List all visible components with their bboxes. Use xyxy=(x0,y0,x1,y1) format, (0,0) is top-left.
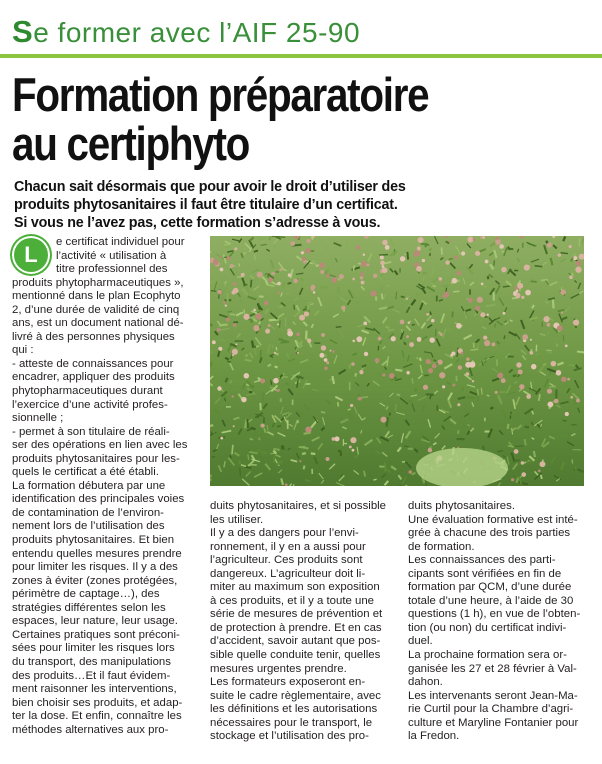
col2-line: Les formateurs exposeront en- xyxy=(210,676,366,689)
col1-line: méthodes alternatives aux pro- xyxy=(12,723,169,736)
col2-line: série de mesures de prévention et xyxy=(210,608,383,621)
intro-line-3: Si vous ne l’avez pas, cette formation s’adresse à vous. xyxy=(14,215,381,231)
col2-line: les définitions et les autorisations xyxy=(210,703,378,716)
col1-line: ment raisonner les interventions, xyxy=(12,683,177,696)
col1-line: entendu quelles mesures prendre xyxy=(12,547,182,560)
col3-line: tion (ou non) du certificat indivi- xyxy=(408,621,567,634)
col3-line: La prochaine formation sera or- xyxy=(408,649,567,662)
col1-line: titre professionnel des xyxy=(56,263,168,276)
col3-line: la Fredon. xyxy=(408,730,460,743)
col3-line: Une évaluation formative est inté- xyxy=(408,513,578,526)
header-rule xyxy=(0,54,602,58)
col3-line: rie Curtil pour la Chambre d’agri- xyxy=(408,703,574,716)
col1-line: produits phytopharmaceutiques », xyxy=(12,276,184,289)
col1-line: Certaines pratiques sont préconi- xyxy=(12,628,180,641)
col1-line: mentionné dans le plan Ecophyto xyxy=(12,290,181,303)
col1-line: sionnelle ; xyxy=(12,412,64,425)
col1-line: sées pour limiter les risques lors xyxy=(12,642,175,655)
col3-line: formation par QCM, d’une durée xyxy=(408,581,572,594)
col1-line: - permet à son titulaire de réali- xyxy=(12,425,170,438)
col2-line: à ces produits, et il y a toute une xyxy=(210,594,374,607)
col1-line: identification des principales voies xyxy=(12,493,185,506)
intro-paragraph xyxy=(14,178,602,232)
col1-line: ans, est un document national dé- xyxy=(12,317,184,330)
col1-line: pour limiter les risques. Il y a des xyxy=(12,561,178,574)
headline-line-2: au certiphyto xyxy=(12,117,250,170)
col2-line: nécessaires pour le transport, le xyxy=(210,716,373,729)
section-title-initial: S xyxy=(12,14,34,49)
col1-line: ser des opérations en lien avec les xyxy=(12,439,188,452)
col3-line: Les intervenants seront Jean-Ma- xyxy=(408,689,578,702)
col1-line: des produits…Et il faut évidem- xyxy=(12,669,171,682)
col2-line: les utiliser. xyxy=(210,513,264,526)
col2-line: ronnement, il y en a aussi pour xyxy=(210,540,366,553)
col3-line: grée à chacune des trois parties xyxy=(408,527,571,540)
section-title-text: e former avec l’AIF 25-90 xyxy=(33,17,361,48)
headline-line-1: Formation préparatoire xyxy=(12,68,429,121)
col1-line: encadrer, appliquer des produits xyxy=(12,371,175,384)
col1-line: ter la dose. Et enfin, connaître les xyxy=(12,710,182,723)
col1-line: nement lors de l’utilisation des xyxy=(12,520,165,533)
col1-line: phytopharmaceutiques durant xyxy=(12,385,163,398)
col3-line: questions (1 h), en vue de l’obten- xyxy=(408,608,581,621)
col3-line: dahon. xyxy=(408,676,443,689)
section-title xyxy=(12,14,360,50)
col3-line: duits phytosanitaires. xyxy=(408,500,516,512)
col1-line: quels le certificat a été établi. xyxy=(12,466,159,479)
headline xyxy=(12,70,519,168)
col2-line: stockage et l’utilisation des pro- xyxy=(210,730,369,743)
col3-line: duel. xyxy=(408,635,433,648)
col1-line: e certificat individuel pour xyxy=(56,236,185,248)
col3-line: de formation. xyxy=(408,540,475,553)
col3-line: totale d’une heure, à l’aide de 30 xyxy=(408,594,574,607)
col1-line: zones à éviter (zones protégées, xyxy=(12,574,178,587)
col3-line: Les connaissances des parti- xyxy=(408,554,556,567)
intro-line-1: Chacun sait désormais que pour avoir le droit d’utiliser des xyxy=(14,179,406,195)
col1-line: - atteste de connaissances pour xyxy=(12,357,174,370)
dropcap-letter: L xyxy=(24,242,38,267)
col1-line: l’exercice d’une activité profes- xyxy=(12,398,168,411)
col2-line: Il y a des dangers pour l’envi- xyxy=(210,527,359,540)
article-column-2 xyxy=(210,500,390,744)
col1-line: de contamination de l’environ- xyxy=(12,506,164,519)
col1-line: livré à des personnes physiques xyxy=(12,330,175,343)
col1-line: 2, d’une durée de validité de cinq xyxy=(12,303,180,316)
intro-line-2: produits phytosanitaires il faut être titulaire d’un certificat. xyxy=(14,197,398,213)
col1-line: périmètre de captage…), des xyxy=(12,588,160,601)
col3-line: ganisée les 27 et 28 février à Val- xyxy=(408,662,577,675)
field-photo-image xyxy=(210,236,584,486)
col2-line: mesures urgentes prendre. xyxy=(210,662,347,675)
col1-line: La formation débutera par une xyxy=(12,479,166,492)
col2-line: miter au maximum son exposition xyxy=(210,581,380,594)
col3-line: culture et Maryline Fontanier pour xyxy=(408,716,579,729)
col1-line: bien choisir ses produits, et adap- xyxy=(12,696,183,709)
col2-line: de protection à prendre. Et en cas xyxy=(210,621,382,634)
col1-line: produits phytosanitaires pour les- xyxy=(12,452,180,465)
col1-line: du transport, des manipulations xyxy=(12,655,171,668)
col3-line: cipants sont vérifiées en fin de xyxy=(408,567,562,580)
col1-line: stratégies différentes selon les xyxy=(12,601,166,614)
col1-line: l’activité « utilisation à xyxy=(56,249,167,262)
col1-line: espaces, leur nature, leur usage. xyxy=(12,615,178,628)
field-photo xyxy=(210,236,584,486)
col2-line: dangereux. L’agriculteur doit li- xyxy=(210,567,366,580)
col2-line: suite le cadre règlementaire, avec xyxy=(210,689,381,702)
col2-line: l’agriculteur. Ces produits sont xyxy=(210,554,363,567)
col2-line: sible quelle conduite tenir, quelles xyxy=(210,649,381,662)
col2-line: d’accident, savoir autant que pos- xyxy=(210,635,381,648)
article-column-1 xyxy=(12,236,196,737)
col1-line: qui : xyxy=(12,344,34,357)
col2-line: duits phytosanitaires, et si possible xyxy=(210,500,387,512)
col1-line: produits phytosanitaires. Et bien xyxy=(12,534,175,547)
article-column-3 xyxy=(408,500,588,744)
